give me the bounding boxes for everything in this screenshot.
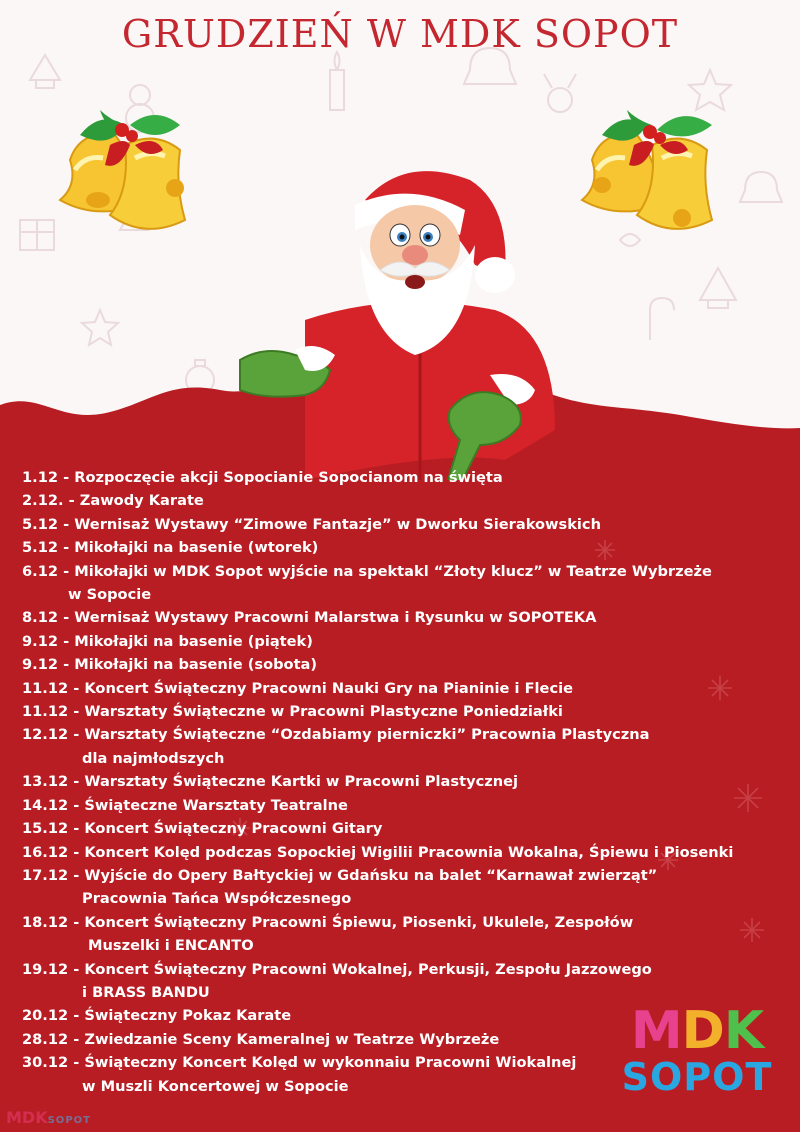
event-line: 13.12 - Warsztaty Świąteczne Kartki w Pracowni Plastycznej [22, 773, 519, 791]
event-line: 5.12 - Mikołajki na basenie (wtorek) [22, 539, 319, 557]
bells-icon [572, 100, 742, 250]
event-item [22, 723, 792, 770]
logo-letter: D [681, 1001, 724, 1061]
event-line-continued: Pracownia Tańca Współczesnego [82, 890, 352, 908]
candy-cane-outline-icon [650, 298, 674, 340]
bells-icon [40, 100, 210, 250]
event-line: 9.12 - Mikołajki na basenie (piątek) [22, 632, 313, 650]
tree-outline-icon [30, 55, 60, 88]
event-line: 8.12 - Wernisaż Wystawy Pracowni Malarstwa i Rysunku w SOPOTEKA [22, 609, 597, 627]
event-item [22, 700, 792, 723]
event-line-continued: i BRASS BANDU [82, 983, 210, 1001]
mdk-sopot-logo [612, 1001, 782, 1099]
event-item [22, 466, 792, 489]
event-line: 19.12 - Koncert Świąteczny Pracowni Wokalnej, Perkusji, Zespołu Jazzowego [22, 960, 652, 978]
event-item [22, 911, 792, 958]
logo-letter: K [723, 1001, 764, 1061]
mini-mdk-logo [6, 1108, 91, 1127]
event-line: 20.12 - Świąteczny Pokaz Karate [22, 1007, 292, 1025]
event-line: 17.12 - Wyjście do Opery Bałtyckiej w Gdańsku na balet “Karnawał zwierząt” [22, 866, 658, 884]
mini-logo-small: SOPOT [47, 1115, 91, 1126]
event-line: 18.12 - Koncert Świąteczny Pracowni Śpiewu, Piosenki, Ukulele, Zespołów [22, 913, 634, 931]
event-line: 1.12 - Rozpoczęcie akcji Sopocianie Sopocianom na święta [22, 469, 503, 486]
event-line: 6.12 - Mikołajki w MDK Sopot wyjście na spektakl “Złoty klucz” w Teatrze Wybrzeże [22, 562, 712, 580]
event-line: 11.12 - Koncert Świąteczny Pracowni Nauki Gry na Pianinie i Flecie [22, 679, 574, 697]
event-line-continued: w Sopocie [68, 586, 152, 604]
event-line: 2.12. - Zawody Karate [22, 492, 204, 510]
event-line: 12.12 - Warsztaty Świąteczne “Ozdabiamy pierniczki” Pracownia Plastyczna [22, 726, 650, 744]
event-line: 30.12 - Świąteczny Koncert Kolęd w wykonnaiu Pracowni Wiokalnej [22, 1054, 577, 1072]
event-line: 15.12 - Koncert Świąteczny Pracowni Gitary [22, 820, 383, 838]
event-item [22, 513, 792, 536]
event-line: 9.12 - Mikołajki na basenie (sobota) [22, 656, 318, 674]
star-outline-icon [82, 310, 118, 345]
event-item [22, 653, 792, 676]
event-line: 5.12 - Wernisaż Wystawy “Zimowe Fantazje” w Dworku Sierakowskich [22, 515, 601, 533]
event-item [22, 677, 792, 700]
event-item [22, 560, 792, 607]
logo-sopot: SOPOT [621, 1055, 773, 1099]
event-item [22, 864, 792, 911]
event-item [22, 489, 792, 512]
event-line-continued: dla najmłodszych [82, 749, 225, 767]
event-item [22, 606, 792, 629]
bell-outline-icon [740, 172, 782, 202]
logo-letter: M [630, 1001, 682, 1061]
event-item [22, 630, 792, 653]
event-line: 16.12 - Koncert Kolęd podczas Sopockiej Wigilii Pracownia Wokalna, Śpiewu i Piosenki [22, 843, 734, 861]
event-item [22, 536, 792, 559]
page-title: GRUDZIEŃ W MDK SOPOT [121, 12, 679, 56]
event-line-continued: w Muszli Koncertowej w Sopocie [82, 1077, 349, 1095]
event-line: 14.12 - Świąteczne Warsztaty Teatralne [22, 796, 348, 814]
mini-logo-main: MDK [6, 1108, 48, 1127]
event-item [22, 794, 792, 817]
event-line: 11.12 - Warsztaty Świąteczne w Pracowni Plastyczne Poniedziałki [22, 703, 563, 721]
candle-outline-icon [330, 52, 344, 110]
event-item [22, 817, 792, 840]
event-line: 28.12 - Zwiedzanie Sceny Kameralnej w Teatrze Wybrzeże [22, 1030, 500, 1048]
event-item [22, 770, 792, 793]
tree-outline-icon [700, 268, 736, 308]
santa-claus-icon [235, 160, 565, 480]
event-item [22, 841, 792, 864]
event-item [22, 958, 792, 1005]
logo-mdk [612, 1001, 782, 1061]
event-line-continued: Muszelki i ENCANTO [88, 937, 254, 955]
